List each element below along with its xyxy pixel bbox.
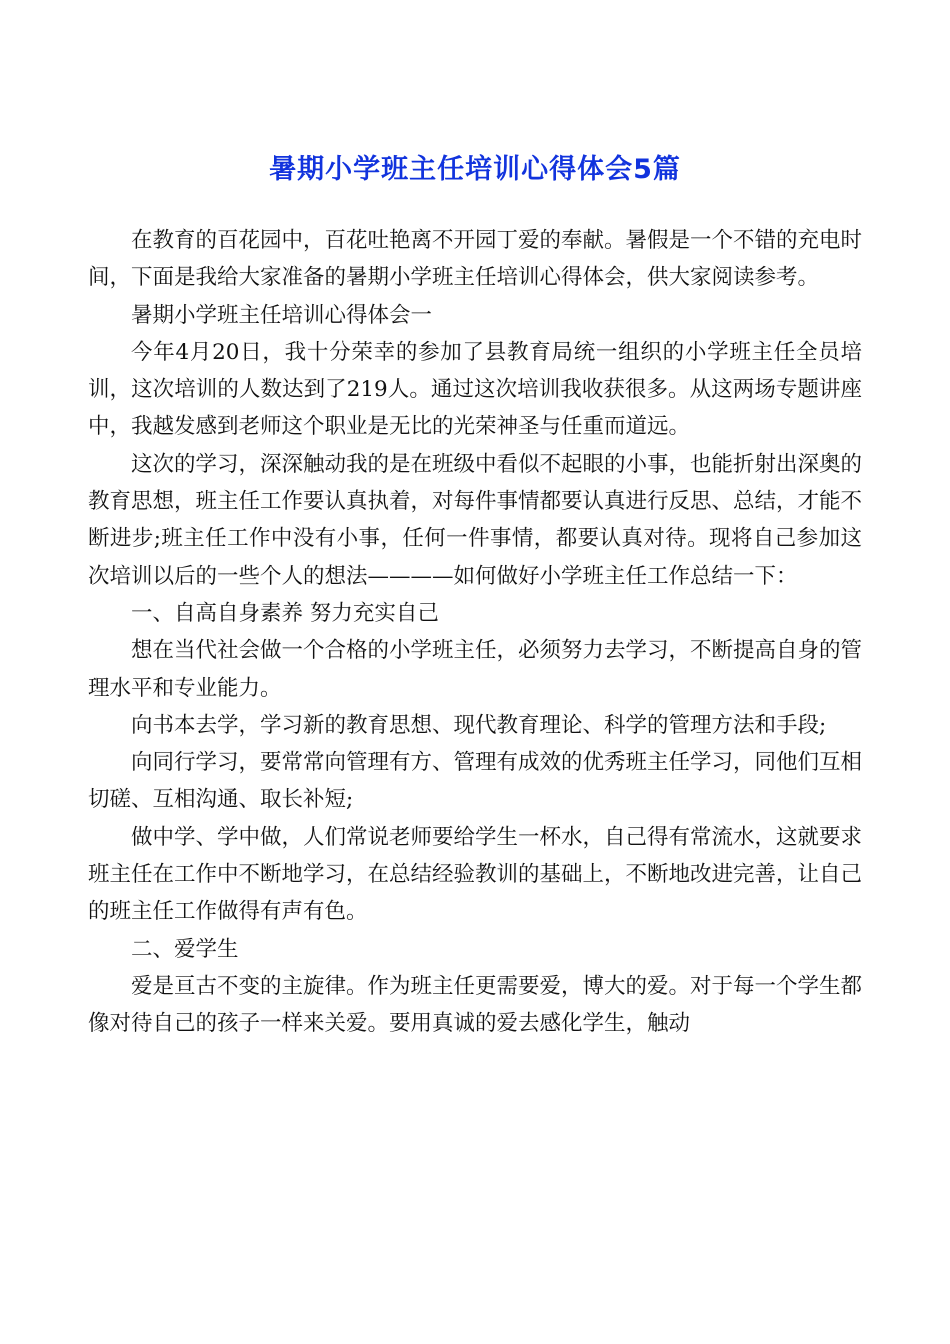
paragraph: 今年4月20日，我十分荣幸的参加了县教育局统一组织的小学班主任全员培训，这次培训的人数达到了219人。通过这次培训我收获很多。从这两场专题讲座中，我越发感到老师这个职业是无比的光荣神圣与任重而道远。 <box>88 339 862 440</box>
section-heading-part-one: 暑期小学班主任培训心得体会一 <box>131 302 433 328</box>
document-title: 暑期小学班主任培训心得体会5篇 <box>269 154 681 186</box>
subheading-love-students: 二、爱学生 <box>131 936 239 962</box>
paragraph: 向同行学习，要常常向管理有方、管理有成效的优秀班主任学习，同他们互相切磋、互相沟通、取长补短; <box>88 750 863 813</box>
paragraph-intro: 在教育的百花园中，百花吐艳离不开园丁爱的奉献。暑假是一个不错的充电时间，下面是我给大家准备的暑期小学班主任培训心得体会，供大家阅读参考。 <box>88 228 863 291</box>
paragraph: 向书本去学，学习新的教育思想、现代教育理论、科学的管理方法和手段; <box>131 712 827 738</box>
paragraph: 做中学、学中做，人们常说老师要给学生一杯水，自己得有常流水，这就要求班主任在工作中不断地学习，在总结经验教训的基础上，不断地改进完善，让自己的班主任工作做得有声有色。 <box>88 824 863 925</box>
document-body <box>88 222 862 1043</box>
paragraph: 想在当代社会做一个合格的小学班主任，必须努力去学习，不断提高自身的管理水平和专业能力。 <box>88 638 863 701</box>
subheading-self-improvement: 一、自高自身素养 努力充实自己 <box>131 600 439 626</box>
paragraph: 爱是亘古不变的主旋律。作为班主任更需要爱，博大的爱。对于每一个学生都像对待自己的孩子一样来关爱。要用真诚的爱去感化学生，触动 <box>88 973 863 1037</box>
paragraph: 这次的学习，深深触动我的是在班级中看似不起眼的小事，也能折射出深奥的教育思想，班主任工作要认真执着，对每件事情都要认真进行反思、总结，才能不断进步;班主任工作中没有小事，任何一件事情，都要认真对待。现将自己参加这次培训以后的一些个人的想法————如何做好小学班主任工作总结一下： <box>88 451 863 589</box>
